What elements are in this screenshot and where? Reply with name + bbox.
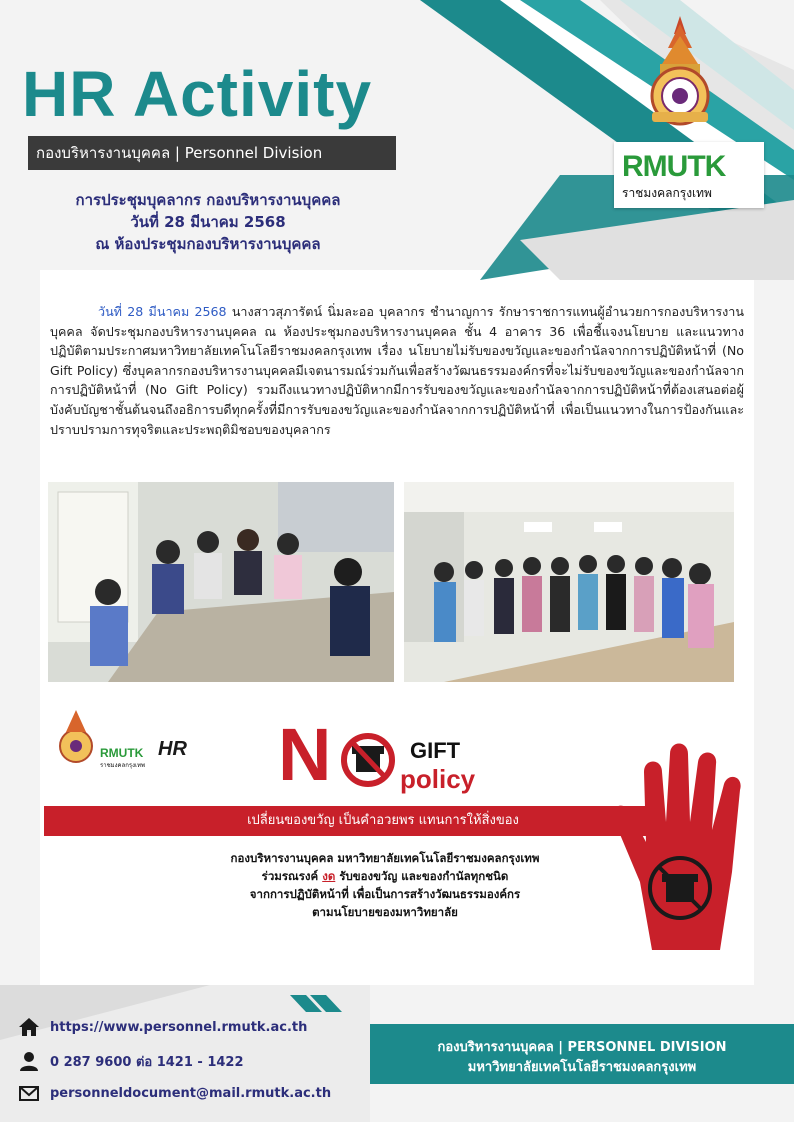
website-link[interactable]: https://www.personnel.rmutk.ac.th bbox=[50, 1019, 308, 1035]
mini-rmutk-logo: RMUTK bbox=[100, 746, 144, 760]
mini-rmutk-subtitle: ราชมงคลกรุงเทพ bbox=[100, 762, 145, 769]
user-headset-icon bbox=[18, 1050, 40, 1072]
footer-division-name: กองบริหารงานบุคคล | PERSONNEL DIVISION bbox=[437, 1040, 727, 1055]
article-date: วันที่ 28 มีนาคม 2568 bbox=[98, 304, 227, 319]
campaign-line-4: ตามนโยบายของมหาวิทยาลัย bbox=[312, 905, 458, 919]
slogan-banner: เปลี่ยนของขวัญ เป็นคำอวยพร แทนการให้สิ่งของ bbox=[44, 806, 662, 836]
rmutk-logo-text: RMUTK bbox=[622, 150, 726, 183]
meeting-date: วันที่ 28 มีนาคม 2568 bbox=[130, 213, 286, 231]
rmutk-logo bbox=[614, 142, 764, 208]
division-label: กองบริหารงานบุคคล | Personnel Division bbox=[28, 136, 396, 170]
meeting-photo-1 bbox=[48, 482, 394, 682]
meeting-photo-2 bbox=[404, 482, 734, 682]
phone-contact bbox=[18, 1048, 244, 1074]
university-seal-icon bbox=[642, 14, 718, 126]
email-link[interactable]: personneldocument@mail.rmutk.ac.th bbox=[50, 1085, 332, 1101]
svg-text:N: N bbox=[278, 713, 332, 796]
website-contact bbox=[18, 1014, 307, 1040]
home-icon bbox=[18, 1016, 40, 1038]
policy-word: policy bbox=[400, 764, 476, 794]
article-body bbox=[50, 302, 744, 439]
campaign-line-3: จากการปฏิบัติหน้าที่ เพื่อเป็นการสร้างวัฒนธรรมองค์กร bbox=[249, 887, 521, 901]
footer-university-name: มหาวิทยาลัยเทคโนโลยีราชมงคลกรุงเทพ bbox=[467, 1060, 697, 1075]
campaign-line-1: กองบริหารงานบุคคล มหาวิทยาลัยเทคโนโลยีราชมงคลกรุงเทพ bbox=[230, 851, 540, 865]
hr-mini-logo: HR bbox=[158, 738, 187, 760]
meeting-title: การประชุมบุคลากร กองบริหารงานบุคคล bbox=[75, 191, 341, 209]
rmutk-logo-subtitle: ราชมงคลกรุงเทพ bbox=[622, 186, 712, 200]
email-contact bbox=[18, 1080, 331, 1106]
page-title: HR Activity bbox=[22, 58, 373, 130]
mail-icon bbox=[18, 1082, 40, 1104]
meeting-place: ณ ห้องประชุมกองบริหารงานบุคคล bbox=[95, 235, 321, 253]
phone-number: 0 287 9600 ต่อ 1421 - 1422 bbox=[50, 1054, 244, 1070]
article-text: นางสาวสุภารัตน์ นิ่มละออ บุคลากร ชำนาญการ รักษาราชการแทนผู้อำนวยการกองบริหารงานบุคคล จัดประชุมกองบริหารงานบุคคล ณ ห้องประชุมกองบริหารงานบุคคล ชั้น 4 อาคาร 36 เพื่อชี้แจงนโยบาย และแนวทางปฏิบัติตามประกาศมหาวิทยาลัยเทคโนโลยีราชมงคลกรุงเทพ เรื่อง นโยบายไม่รับของขวัญและของกำนัลจากการปฏิบัติหน้าที่ (No Gift Policy) ซึ่งบุคลากรกองบริหารงานบุคคลมีเจตนารมณ์ร่วมกันเพื่อสร้างวัฒนธรรมองค์กรที่จะไม่รับของขวัญและของกำนัลจากการปฏิบัติหน้าที่ (No Gift Policy) รวมถึงแนวทางปฏิบัติหากมีการรับของขวัญและของกำนัลจากการปฏิบัติหน้าที่ต้องเสนอต่อผู้บังคับบัญชาชั้นต้นจนถึงอธิการบดีทุกครั้งที่มีการรับของขวัญและของกำนัลจากการปฏิบัติหน้าที่ เพื่อเป็นแนวทางในการป้องกันและปราบปรามการทุจริตและประพฤติมิชอบของบุคลากร bbox=[50, 304, 744, 437]
campaign-line-2: ร่วมรณรงค์ งด รับของขวัญ และของกำนัลทุกชนิด bbox=[261, 869, 509, 883]
gift-word: GIFT bbox=[410, 738, 461, 763]
footer-division-box bbox=[370, 1024, 794, 1084]
